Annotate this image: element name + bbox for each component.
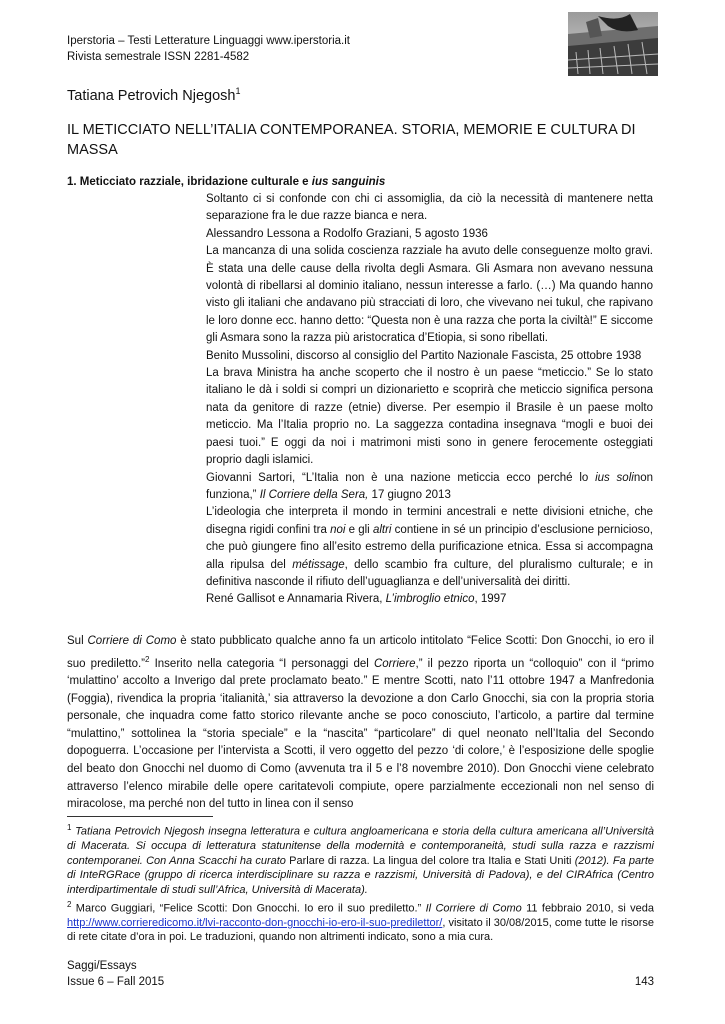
- logo-photo-icon: [568, 12, 658, 76]
- body-paragraph: Sul Corriere di Como è stato pubblicato qualche anno fa un articolo intitolato “Felice Scotti: Don Gnocchi, io ero il suo prediletto.”$^2$ Inserito nella categoria “I personaggi del Corriere,” il pezzo riporta un “colloquio” con il “primo ‘mulattino’ accolto a Inverigo dal prete proclamato beato.” E mentre Scotti, nato l’11 ottobre 1947 a Manfredonia (Foggia), rivendica la propria ‘italianità,’ sia attraverso la devozione a don Carlo Gnocchi, sia con la propria storia personale, che inquadra come fatto storico rilevante anche se poco conosciuto, l’articolo, a partire dal termine “mulattino,” sottolinea la “storia speciale” e la “nascita” “particolare” di quel neonato nell’Italia del Secondo dopoguerra. L’occasione per l’intervista a Scotti, il vero oggetto del pezzo ‘di colore,’ è l’esposizione delle spoglie del beato don Gnocchi nel duomo di Como (avvenuta tra il 5 e l’8 novembre 2010). Don Gnocchi viene celebrato attraverso l’elenco mirabile delle opere caritatevoli compiute, opere parzialmente eccezionali non nel senso di miracolose, ma perché non del tutto in linea con il senso: [67, 635, 655, 811]
- journal-logo-image: [568, 12, 658, 76]
- journal-header-title: Iperstoria – Testi Letterature Linguaggi www.iperstoria.it: [67, 35, 350, 47]
- section-heading: 1. Meticciato razziale, ibridazione culturale e ius sanguinis: [67, 176, 386, 188]
- epigraph-attribution-2: Benito Mussolini, discorso al consiglio del Partito Nazionale Fascista, 25 ottobre 1938: [206, 349, 642, 362]
- article-title: IL METICCIATO NELL’ITALIA CONTEMPORANEA. STORIA, MEMORIE E CULTURA DI MASSA: [67, 122, 636, 158]
- epigraph-block: [206, 191, 653, 609]
- author-name: Tatiana Petrovich Njegosh$^1$: [67, 86, 241, 104]
- footer-section-label: Saggi/Essays: [67, 960, 137, 972]
- footnotes: [67, 821, 654, 945]
- epigraph-quote-1: Soltanto ci si confonde con chi ci assomiglia, da ciò la necessità di mantenere netta separazione fra le due razze bianca e nera.: [206, 193, 653, 223]
- footnote-divider: [67, 816, 213, 817]
- journal-header-issn: Rivista semestrale ISSN 2281-4582: [67, 51, 250, 63]
- footnote-ref-1[interactable]: 1: [235, 86, 241, 96]
- footnote-2: $^2$ Marco Guggiari, “Felice Scotti: Don Gnocchi. Io ero il suo prediletto.” Il Corriere di Como 11 febbraio 2010, si veda http://www.corrieredicomo.it/lvi-racconto-don-gnocchi-io-ero-il-suo-predilettor/, visitato il 30/08/2015, come tutte le risorse di rete citate d’ora in poi. Le traduzioni, quando non altrimenti indicato, sono a mia cura.: [67, 899, 654, 944]
- epigraph-quote-2: La mancanza di una solida coscienza razziale ha avuto delle conseguenze molto gravi. È stata una delle cause della rivolta degli Asmara. Gli Asmara non avevano nessuna volontà di ribellarsi al dominio italiano, nessun interesse a farlo. (…) Ma quando hanno visto gli italiani che andavano più stracciati di loro, che vivevano nei tukul, che rapivano le loro donne ecc. hanno detto: “Questa non è una razza che porta la civiltà!” E siccome gli Asmara sono la razza più aristocratica d’Etiopia, si sono ribellati.: [206, 245, 653, 345]
- epigraph-attribution-1: Alessandro Lessona a Rodolfo Graziani, 5 agosto 1936: [206, 227, 488, 240]
- epigraph-attribution-4: René Gallisot e Annamaria Rivera, L’imbroglio etnico, 1997: [206, 593, 507, 606]
- epigraph-quote-3: La brava Ministra ha anche scoperto che il nostro è un paese “meticcio.” Se lo stato italiano le dà i soldi si compri un dizionarietto e scoprirà che meticcio significa persona nata da genitore di razze (etnie) diverse. Per esempio il Brasile è un paese molto meticcio. Ma l’Italia proprio no. La saggezza contadina insegnava “mogli e buoi dei paesi tuoi.” E oggi da noi i matrimoni misti sono in genere ferocemente osteggiati proprio dagli islamici.: [206, 367, 653, 467]
- footnote-2-link[interactable]: http://www.corrieredicomo.it/lvi-racconto-don-gnocchi-io-ero-il-suo-predilettor/: [67, 916, 443, 929]
- footnote-ref-2[interactable]: 2: [145, 654, 150, 664]
- footer-issue: Issue 6 – Fall 2015: [67, 976, 165, 988]
- epigraph-quote-4: L’ideologia che interpreta il mondo in termini ancestrali e nette divisioni etniche, che disegna rigidi confini tra noi e gli altri contiene in sé un principio d’esclusione pernicioso, che può giungere fino all’esito estremo della purificazione etnica. Essa si accompagna alla ripulsa del métissage, dello scambio fra culture, del pluralismo culturale; e in definitiva nasconde il rifiuto dell’uguaglianza e dell’universalità dei diritti.: [206, 506, 653, 588]
- footnote-1: $^1$ Tatiana Petrovich Njegosh insegna letteratura e cultura angloamericana e storia della cultura americana all’Università di Macerata. Si occupa di letteratura statunitense della modernità e contemporaneità, studi sulla razza e razzismi contemporanei. Con Anna Scacchi ha curato Parlare di razza. La lingua del colore tra Italia e Stati Uniti (2012). Fa parte di InteRGRace (gruppo di ricerca interdisciplinare su razza e razzismi, Università di Padova), e del CIRAfrica (Centro interdipartimentale di studi sull’Africa, Università di Macerata).: [67, 823, 654, 897]
- epigraph-attribution-3: Giovanni Sartori, “L’Italia non è una nazione meticcia ecco perché lo ius solinon funziona,” Il Corriere della Sera, 17 giugno 2013: [206, 471, 653, 501]
- page-number: 143: [634, 976, 654, 988]
